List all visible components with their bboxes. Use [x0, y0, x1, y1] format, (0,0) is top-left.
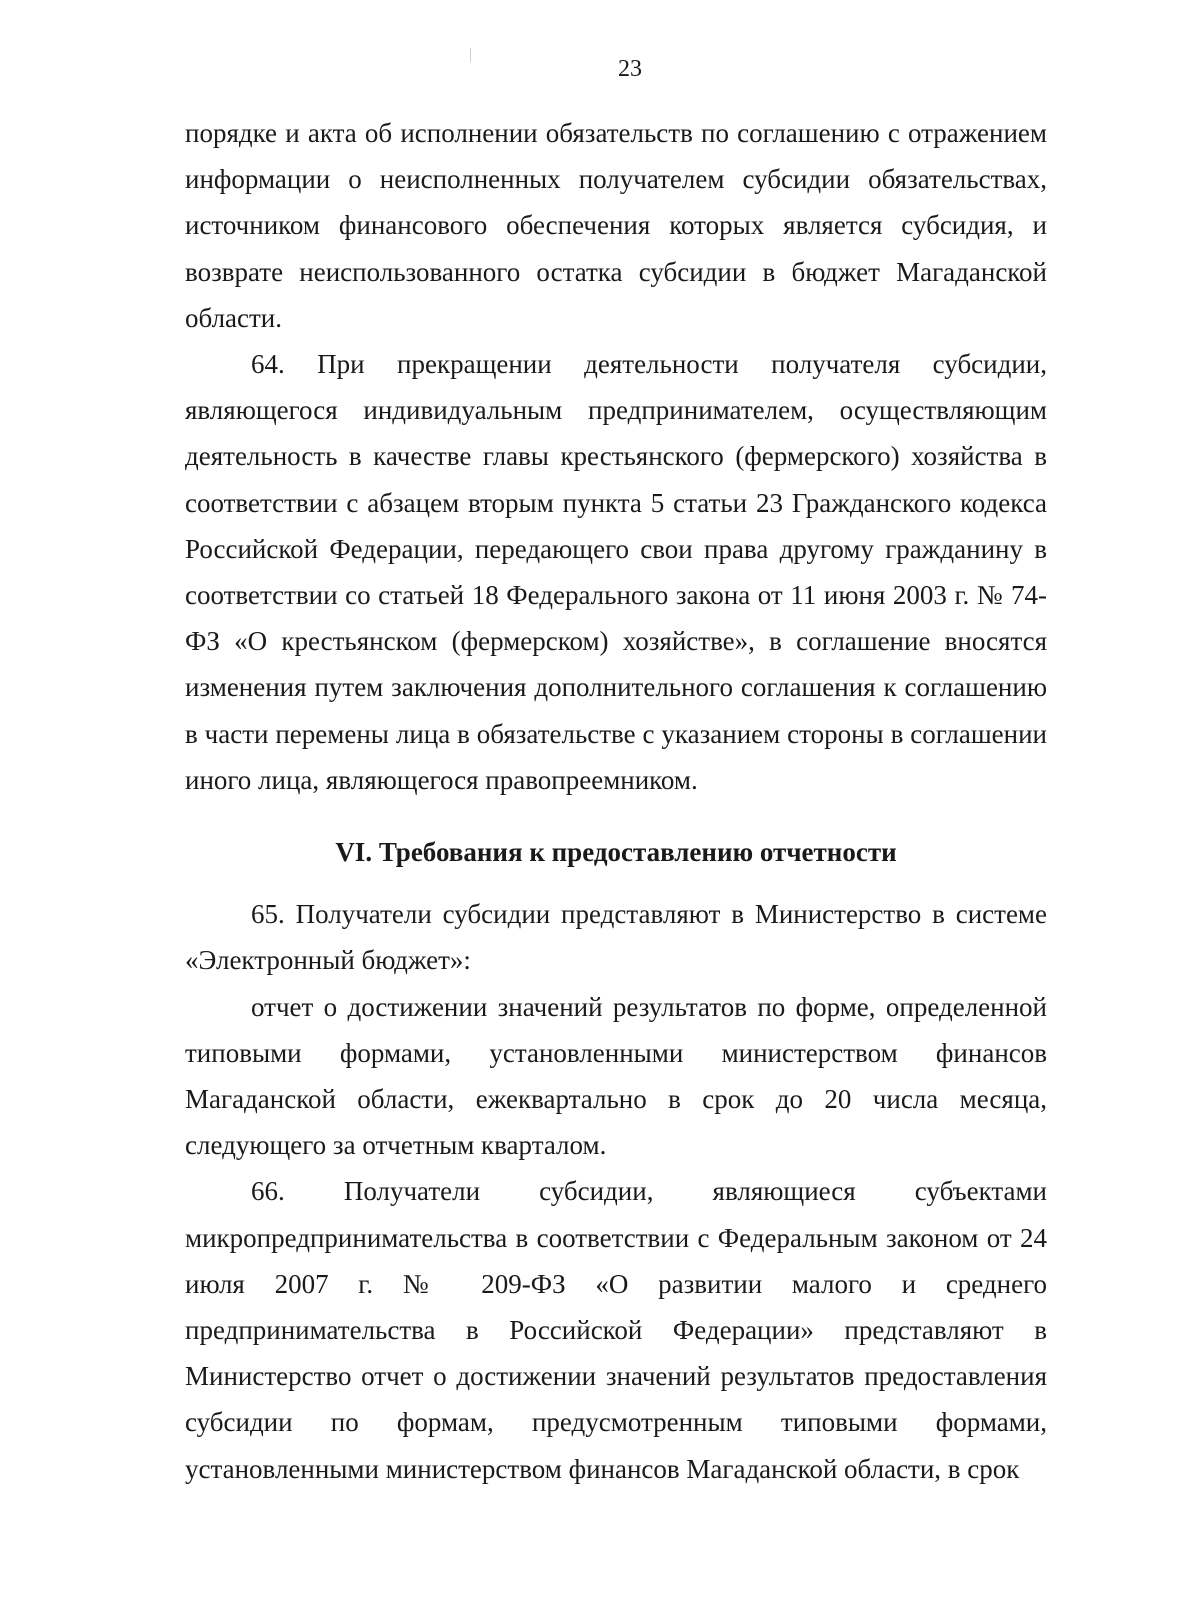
document-body: [185, 110, 1047, 1492]
paragraph-65-report: отчет о достижении значений результатов по форме, определенной типовыми формами, установленными министерством финансов Магаданской области, ежеквартально в срок до 20 числа месяца, следующего за отчетным кварталом.: [185, 991, 1047, 1161]
paragraph-continuation: порядке и акта об исполнении обязательств по соглашению с отражением информации о неисполненных получателем субсидии обязательствах, источником финансового обеспечения которых является субсидия, и возврате неиспользованного остатка субсидии в бюджет Магаданской области.: [185, 118, 1047, 333]
paragraph-64: 64. При прекращении деятельности получателя субсидии, являющегося индивидуальным предпринимателем, осуществляющим деятельность в качестве главы крестьянского (фермерского) хозяйства в соответствии с абзацем вторым пункта 5 статьи 23 Гражданского кодекса Российской Федерации, передающего свои права другому гражданину в соответствии со статьей 18 Федерального закона от 11 июня 2003 г. № 74-ФЗ «О крестьянском (фермерском) хозяйстве», в соглашение вносятся изменения путем заключения дополнительного соглашения к соглашению в части перемены лица в обязательстве с указанием стороны в соглашении иного лица, являющегося правопреемником.: [185, 349, 1047, 795]
section-heading: VI. Требования к предоставлению отчетности: [335, 837, 897, 868]
page-number: 23: [618, 56, 642, 82]
paragraph-66: 66. Получатели субсидии, являющиеся субъектами микропредпринимательства в соответствии с Федеральным законом от 24 июля 2007 г. № 209-ФЗ «О развитии малого и среднего предпринимательства в Российской Федерации» представляют в Министерство отчет о достижении значений результатов предоставления субсидии по формам, предусмотренным типовыми формами, установленными министерством финансов Магаданской области, в срок: [185, 1176, 1047, 1484]
paragraph-65: 65. Получатели субсидии представляют в Министерство в системе «Электронный бюджет»:: [185, 899, 1047, 976]
